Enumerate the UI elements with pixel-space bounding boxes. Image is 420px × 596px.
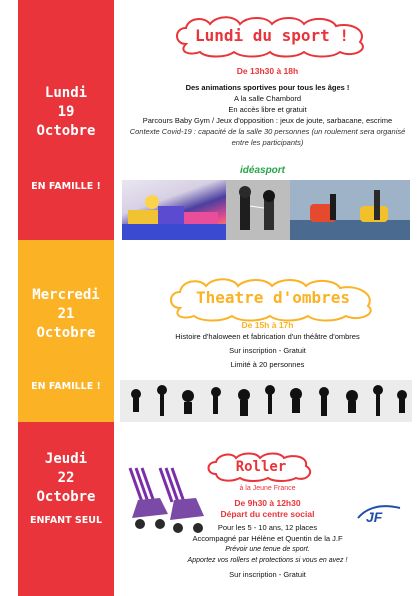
fencing-image [226, 180, 290, 240]
section-3-line-5: Sur inscription - Gratuit [229, 570, 306, 579]
section-1-line-5: Contexte Covid-19 : capacité de la salle 30 personnes (un roulement sera organisé entre les participants) [129, 127, 406, 147]
section-2-title-cloud [166, 276, 380, 322]
section-2-info [120, 320, 415, 370]
section-3-subtitle: à la Jeune France [239, 485, 296, 492]
jf-logo [354, 500, 404, 526]
section-1-tag: EN FAMILLE ! [31, 181, 101, 192]
shadow-puppets-image [120, 380, 412, 422]
section-3-line-2: Accompagné par Hélène et Quentin de la J.F [192, 534, 343, 543]
svg-text:JF: JF [366, 509, 383, 525]
section-3-line-3: Prévoir une tenue de sport. [225, 546, 310, 553]
section-3-title: Roller [235, 459, 287, 475]
section-1-title: Lundi du sport ! [194, 26, 350, 45]
section-2-tag: EN FAMILLE ! [31, 381, 101, 392]
section-3-date: Jeudi 22 Octobre [36, 451, 96, 505]
jousting-image [290, 180, 410, 240]
section-3-band [18, 422, 114, 596]
section-3-line-4: Apportez vos rollers et protections si vous en avez ! [187, 557, 348, 564]
section-1-line-1: Des animations sportives pour tous les âges ! [185, 83, 350, 92]
section-2-line-3: Limité à 20 personnes [230, 360, 305, 369]
photo-fencing [226, 180, 290, 240]
section-2-line-2: Sur inscription - Gratuit [229, 346, 306, 355]
section-1-time: De 13h30 à 18h [236, 66, 299, 76]
section-2-time: De 15h à 17h [241, 320, 294, 330]
section-3-title-cloud [206, 452, 316, 482]
section-1-title-cloud [172, 14, 372, 58]
section-1-line-3: En accès libre et gratuit [228, 105, 307, 114]
photo-jousting [290, 180, 410, 240]
section-1-date: Lundi 19 Octobre [36, 85, 96, 139]
section-2-title: Theatre d'ombres [195, 288, 351, 307]
section-3-tag: ENFANT SEUL [29, 515, 103, 526]
photo-baby-gym [122, 180, 226, 240]
gym-mats-image [122, 180, 226, 240]
section-3-place: Départ du centre social [220, 509, 315, 519]
section-1-line-2: A la salle Chambord [233, 94, 302, 103]
section-3-line-1: Pour les 5 - 10 ans, 12 places [217, 523, 318, 532]
jf-logo-icon [354, 500, 404, 526]
section-1-line-4: Parcours Baby Gym / Jeux d'opposition : jeux de joute, sarbacane, escrime [142, 116, 393, 125]
section-2-date: Mercredi 21 Octobre [32, 287, 100, 341]
ideasport-logo: idéasport [240, 165, 286, 176]
section-3-time: De 9h30 à 12h30 [234, 498, 301, 508]
roller-skate-icon [120, 462, 210, 544]
section-2-line-1: Histoire d'haloween et fabrication d'un théâtre d'ombres [175, 332, 360, 341]
shadow-silhouettes-icon [120, 380, 412, 422]
roller-skates-image [120, 462, 210, 544]
section-1-info [120, 66, 415, 148]
